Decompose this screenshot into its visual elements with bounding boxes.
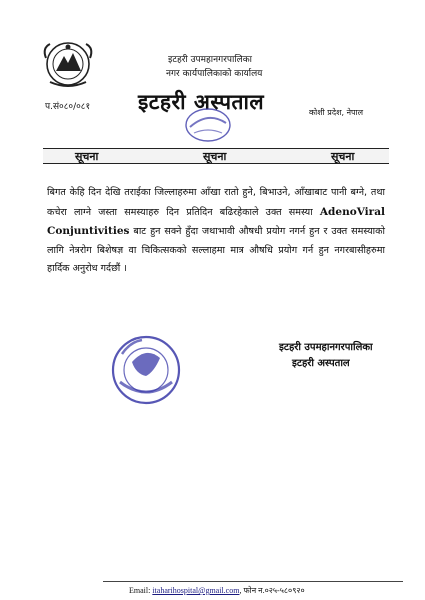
footer-contact <box>129 585 305 596</box>
official-stamp-small <box>182 105 234 145</box>
signature-unit: इटहरी अस्पताल <box>292 358 350 369</box>
reference-number: प.सं०८०/०८१ <box>45 102 91 112</box>
province-address: कोशी प्रदेश, नेपाल <box>309 108 364 117</box>
phone-number: , फोन न.०२५-५८०९२० <box>239 586 305 595</box>
email-link[interactable]: itaharihospital@gmail.com <box>152 586 240 595</box>
body-text-part1: बिगत केहि दिन देखि तराईका जिल्लाहरुमा आँखा रातो हुने, बिभाउने, आँखाबाट पानी बग्ने, तथा कचेरा लाग्ने जस्ता समस्याहरु दिन प्रतिदिन बढिरहेकाले उक्त समस्या <box>47 187 385 218</box>
body-text-part2: बाट हुन सक्ने हुँदा जथाभावी औषधी प्रयोग नगर्न हुन र उक्त समस्याको लागि नेत्ररोग बिशेषज्ञ वा चिकित्सकको सल्लाहमा मात्र औषधि प्रयोग गर्न हुन नगरबासीहरुमा हार्दिक अनुरोध गर्दछौं । <box>47 226 385 275</box>
email-label: Email: <box>129 586 151 595</box>
notice-heading: सूचना <box>75 150 99 163</box>
footer-divider <box>103 581 403 582</box>
office-name: नगर कार्यपालिकाको कार्यालय <box>166 69 263 79</box>
signature-organization: इटहरी उपमहानगरपालिका <box>279 342 373 353</box>
hospital-title: इटहरी अस्पताल <box>138 90 265 114</box>
disease-term: AdenoViral Conjuntivities <box>47 205 385 238</box>
notice-heading: सूचना <box>203 150 227 163</box>
notice-body <box>47 184 385 279</box>
municipality-name: इटहरी उपमहानगरपालिका <box>168 55 253 65</box>
notice-heading: सूचना <box>331 150 355 163</box>
government-emblem-icon <box>40 38 96 90</box>
official-seal <box>108 332 184 408</box>
